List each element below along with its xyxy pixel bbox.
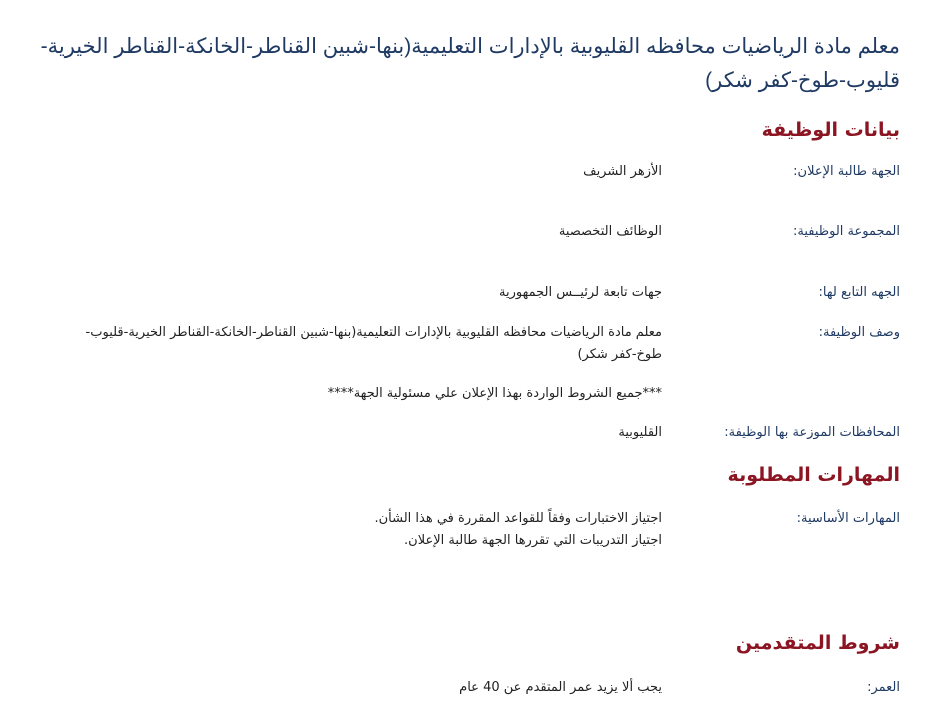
age-value: يجب ألا يزيد عمر المتقدم عن 40 عام [459, 680, 662, 695]
basic-skill-item: اجتياز الاختبارات وفقاً للقواعد المقررة في هذا الشأن. [374, 511, 662, 526]
job-description-label: وصف الوظيفة: [818, 325, 900, 340]
advertiser-value: الأزهر الشريف [583, 164, 662, 179]
skills-heading: المهارات المطلوبة [727, 464, 900, 486]
affiliation-label: الجهه التابع لها: [818, 285, 900, 300]
affiliation-value: جهات تابعة لرئيــس الجمهورية [499, 285, 662, 300]
basic-skills-label: المهارات الأساسية: [796, 511, 900, 526]
conditions-heading: شروط المتقدمين [735, 632, 900, 654]
age-label: العمر: [867, 680, 900, 695]
page-title: معلم مادة الرياضيات محافظه القليوبية بالإدارات التعليمية(بنها-شبين القناطر-الخانكة-القناطر الخيرية-قليوب-طوخ-كفر شكر) [40, 35, 900, 92]
basic-skills-value [62, 508, 662, 552]
job-data-heading: بيانات الوظيفة [761, 119, 900, 141]
governorates-value: القليوبية [618, 425, 662, 440]
governorates-label: المحافظات الموزعة بها الوظيفة: [724, 425, 900, 440]
disclaimer-note: ***جميع الشروط الواردة بهذا الإعلان علي مسئولية الجهة**** [327, 386, 662, 401]
basic-skill-item: اجتياز التدريبات التي تقررها الجهة طالبة الإعلان. [404, 533, 662, 548]
advertiser-label: الجهة طالبة الإعلان: [793, 164, 900, 179]
job-description-value: معلم مادة الرياضيات محافظه القليوبية بالإدارات التعليمية(بنها-شبين القناطر-الخانكة-القناطر الخيرية-قليوب-طوخ-كفر شكر) [85, 325, 662, 362]
job-group-label: المجموعة الوظيفية: [793, 224, 900, 239]
job-group-value: الوظائف التخصصية [558, 224, 662, 239]
